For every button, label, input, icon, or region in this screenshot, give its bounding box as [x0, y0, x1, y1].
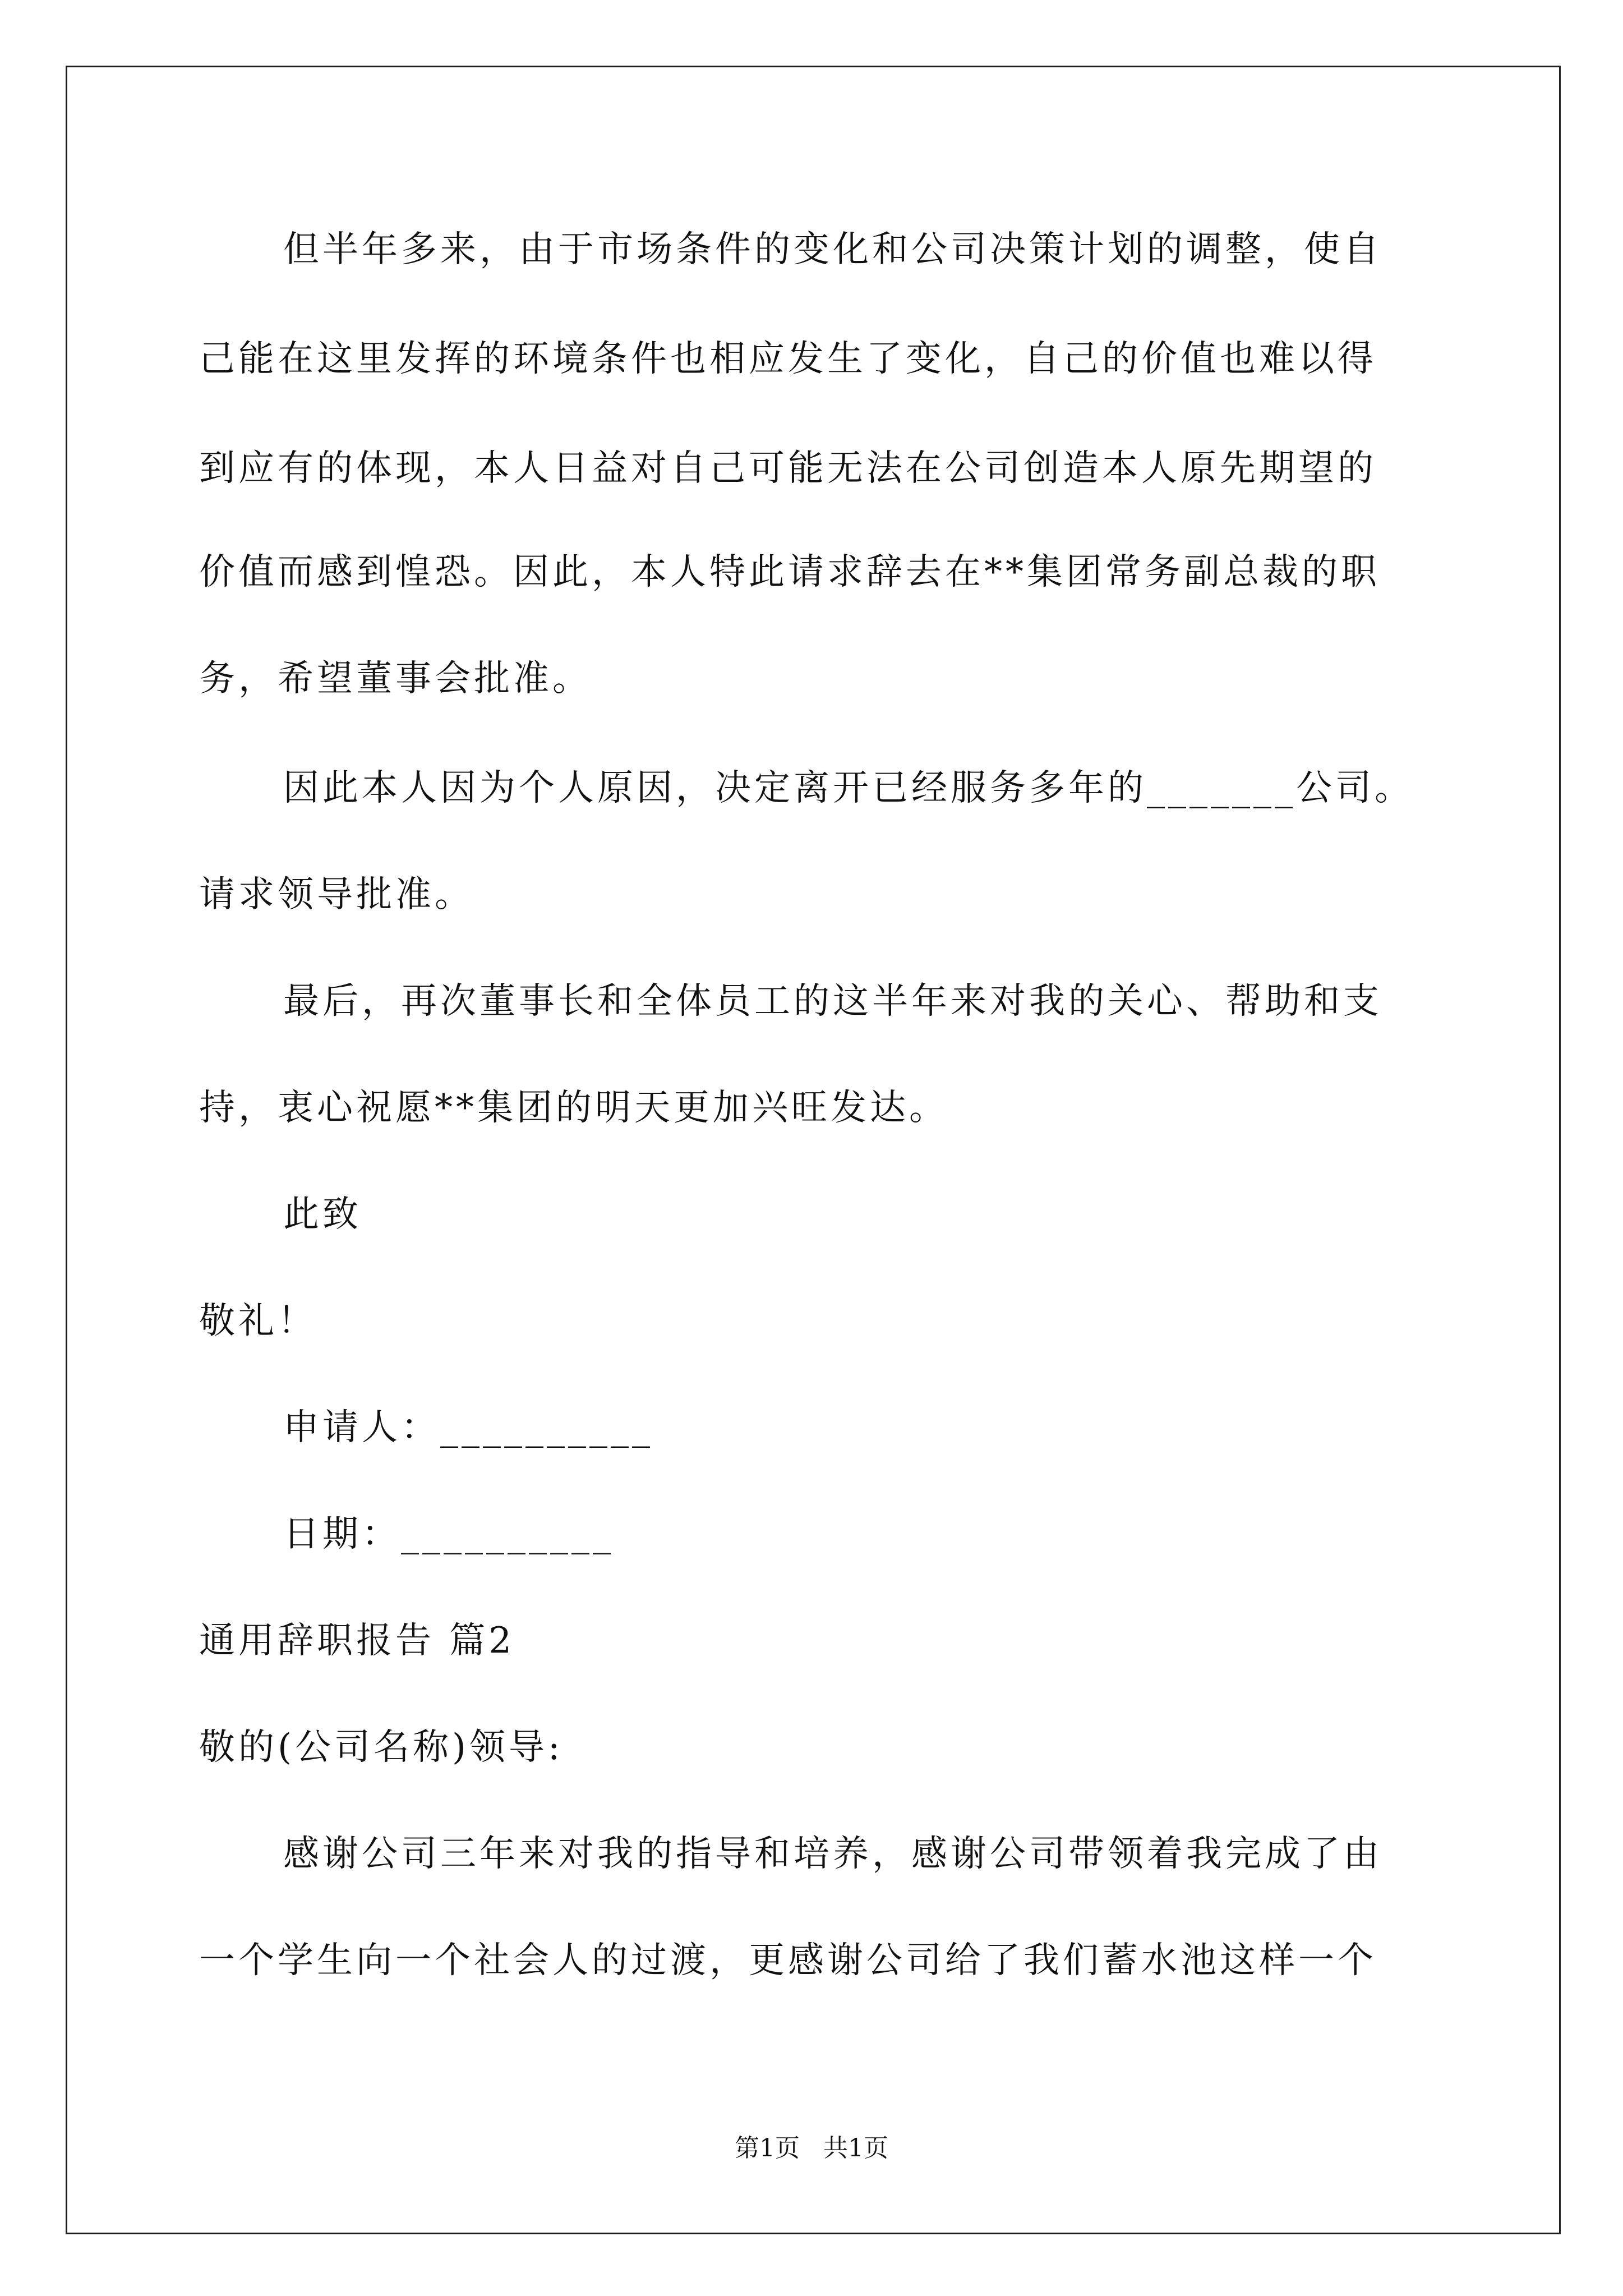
paragraph-line: 价值而感到惶恐。因此，本人特此请求辞去在**集团常务副总裁的职	[199, 551, 1380, 593]
paragraph-line: 到应有的体现，本人日益对自己可能无法在公司创造本人原先期望的	[199, 448, 1377, 489]
applicant-field: 申请人：__________	[283, 1407, 653, 1448]
paragraph-line: 因此本人因为个人原因，决定离开已经服务多年的_______公司。	[283, 767, 1414, 809]
paragraph-line: 感谢公司三年来对我的指导和培养，感谢公司带领着我完成了由	[283, 1833, 1382, 1875]
closing-regards: 敬礼！	[199, 1300, 317, 1342]
paragraph-line: 己能在这里发挥的环境条件也相应发生了变化，自己的价值也难以得	[199, 338, 1377, 380]
paragraph-line: 持，衷心祝愿**集团的明天更加兴旺发达。	[199, 1087, 948, 1129]
paragraph-line: 最后，再次董事长和全体员工的这半年来对我的关心、帮助和支	[283, 981, 1382, 1022]
closing-salutation: 此致	[283, 1194, 362, 1235]
date-field: 日期：__________	[283, 1513, 614, 1555]
page-border	[66, 66, 1561, 2234]
section-heading: 通用辞职报告 篇2	[199, 1620, 515, 1662]
paragraph-line: 但半年多来，由于市场条件的变化和公司决策计划的调整，使自	[283, 229, 1382, 270]
paragraph-line: 请求领导批准。	[199, 874, 474, 915]
paragraph-line: 一个学生向一个社会人的过渡，更感谢公司给了我们蓄水池这样一个	[199, 1940, 1377, 1981]
page-footer: 第1页 共1页	[735, 2134, 888, 2162]
paragraph-line: 务，希望董事会批准。	[199, 658, 592, 700]
letter-greeting: 敬的(公司名称)领导:	[199, 1727, 564, 1768]
